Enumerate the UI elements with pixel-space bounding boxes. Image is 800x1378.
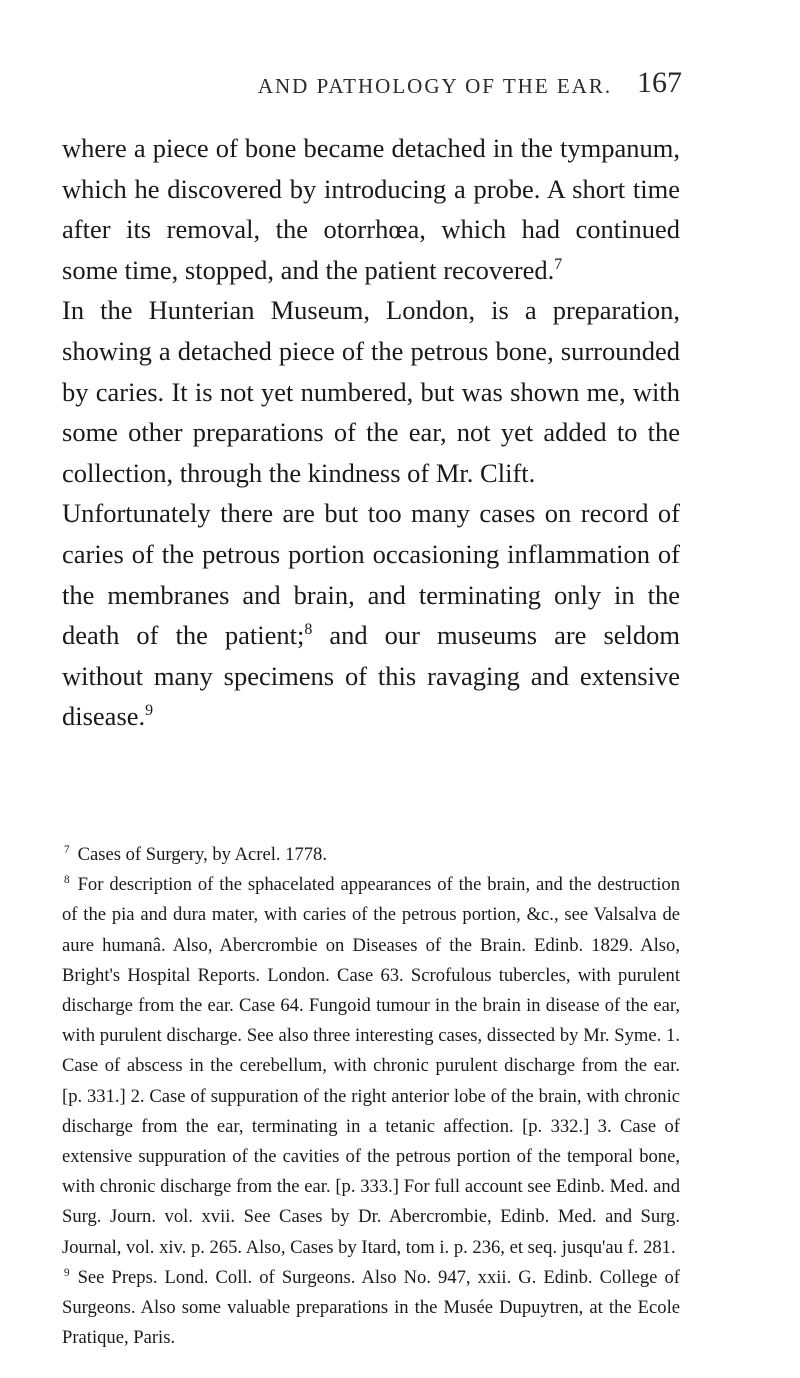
- footnotes: [62, 840, 680, 1353]
- paragraph-3-text: Unfortunately there are but too many cases on record of caries of the petrous portion occasioning inflammation of the membranes and brain, and terminating only in the death of the patient;: [62, 498, 680, 651]
- footnote-9-marker: 9: [64, 1266, 70, 1279]
- footnote-ref-7: 7: [554, 255, 563, 273]
- page-number: 167: [637, 66, 682, 99]
- footnote-7-marker: 7: [64, 843, 70, 856]
- paragraph-2-text: In the Hunterian Museum, London, is a preparation, showing a detached piece of the petrous bone, surrounded by caries. It is not yet numbered, but was shown me, with some other preparations of the ear, not yet added to the collection, through the kindness of Mr. Clift.: [62, 295, 680, 488]
- body-text: [62, 128, 680, 737]
- paragraph-3-continuation: and our museums are seldom without many specimens of this ravaging and extensive disease.: [62, 620, 680, 732]
- footnote-9: [62, 1263, 680, 1354]
- paragraph-1: [62, 128, 680, 290]
- footnote-9-text: See Preps. Lond. Coll. of Surgeons. Also No. 947, xxii. G. Edinb. College of Surgeons. Also some valuable preparations in the Musée Dupuytren, at the Ecole Pratique, Paris.: [62, 1266, 680, 1349]
- paragraph-3: [62, 493, 680, 737]
- footnote-8: [62, 870, 680, 1263]
- running-head: AND PATHOLOGY OF THE EAR.: [257, 74, 613, 98]
- footnote-7: [62, 840, 680, 870]
- footnote-7-text: Cases of Surgery, by Acrel. 1778.: [77, 844, 328, 865]
- footnote-8-text: For description of the sphacelated appearances of the brain, and the destruction of the pia and dura mater, with caries of the petrous portion, &c., see Valsalva de aure humanâ. Also, Abercrombie on Diseases of the Brain. Edinb. 1829. Also, Bright's Hospital Reports. London. Case 63. Scrofulous tubercles, with purulent discharge from the ear. Case 64. Fungoid tumour in the brain in disease of the ear, with purulent discharge. See also three interesting cases, dissected by Mr. Syme. 1. Case of abscess in the cerebellum, with chronic purulent discharge from the ear. [p. 331.] 2. Case of suppuration of the right anterior lobe of the brain, with chronic discharge from the ear, terminating in a tetanic affection. [p. 332.] 3. Case of extensive suppuration of the cavities of the petrous portion of the temporal bone, with chronic discharge from the ear. [p. 333.] For full account see Edinb. Med. and Surg. Journ. vol. xvii. See Cases by Dr. Abercrombie, Edinb. Med. and Surg. Journal, vol. xiv. p. 265. Also, Cases by Itard, tom i. p. 236, et seq. jusqu'au f. 281.: [62, 874, 680, 1258]
- footnote-ref-8: 8: [304, 621, 313, 639]
- paragraph-2: [62, 290, 680, 493]
- footnote-8-marker: 8: [64, 874, 70, 887]
- footnote-ref-9: 9: [145, 702, 154, 720]
- paragraph-1-text: where a piece of bone became detached in the tympanum, which he discovered by introducing a probe. A short time after its removal, the otorrhœa, which had continued some time, stopped, and the patient recovered.: [62, 133, 680, 285]
